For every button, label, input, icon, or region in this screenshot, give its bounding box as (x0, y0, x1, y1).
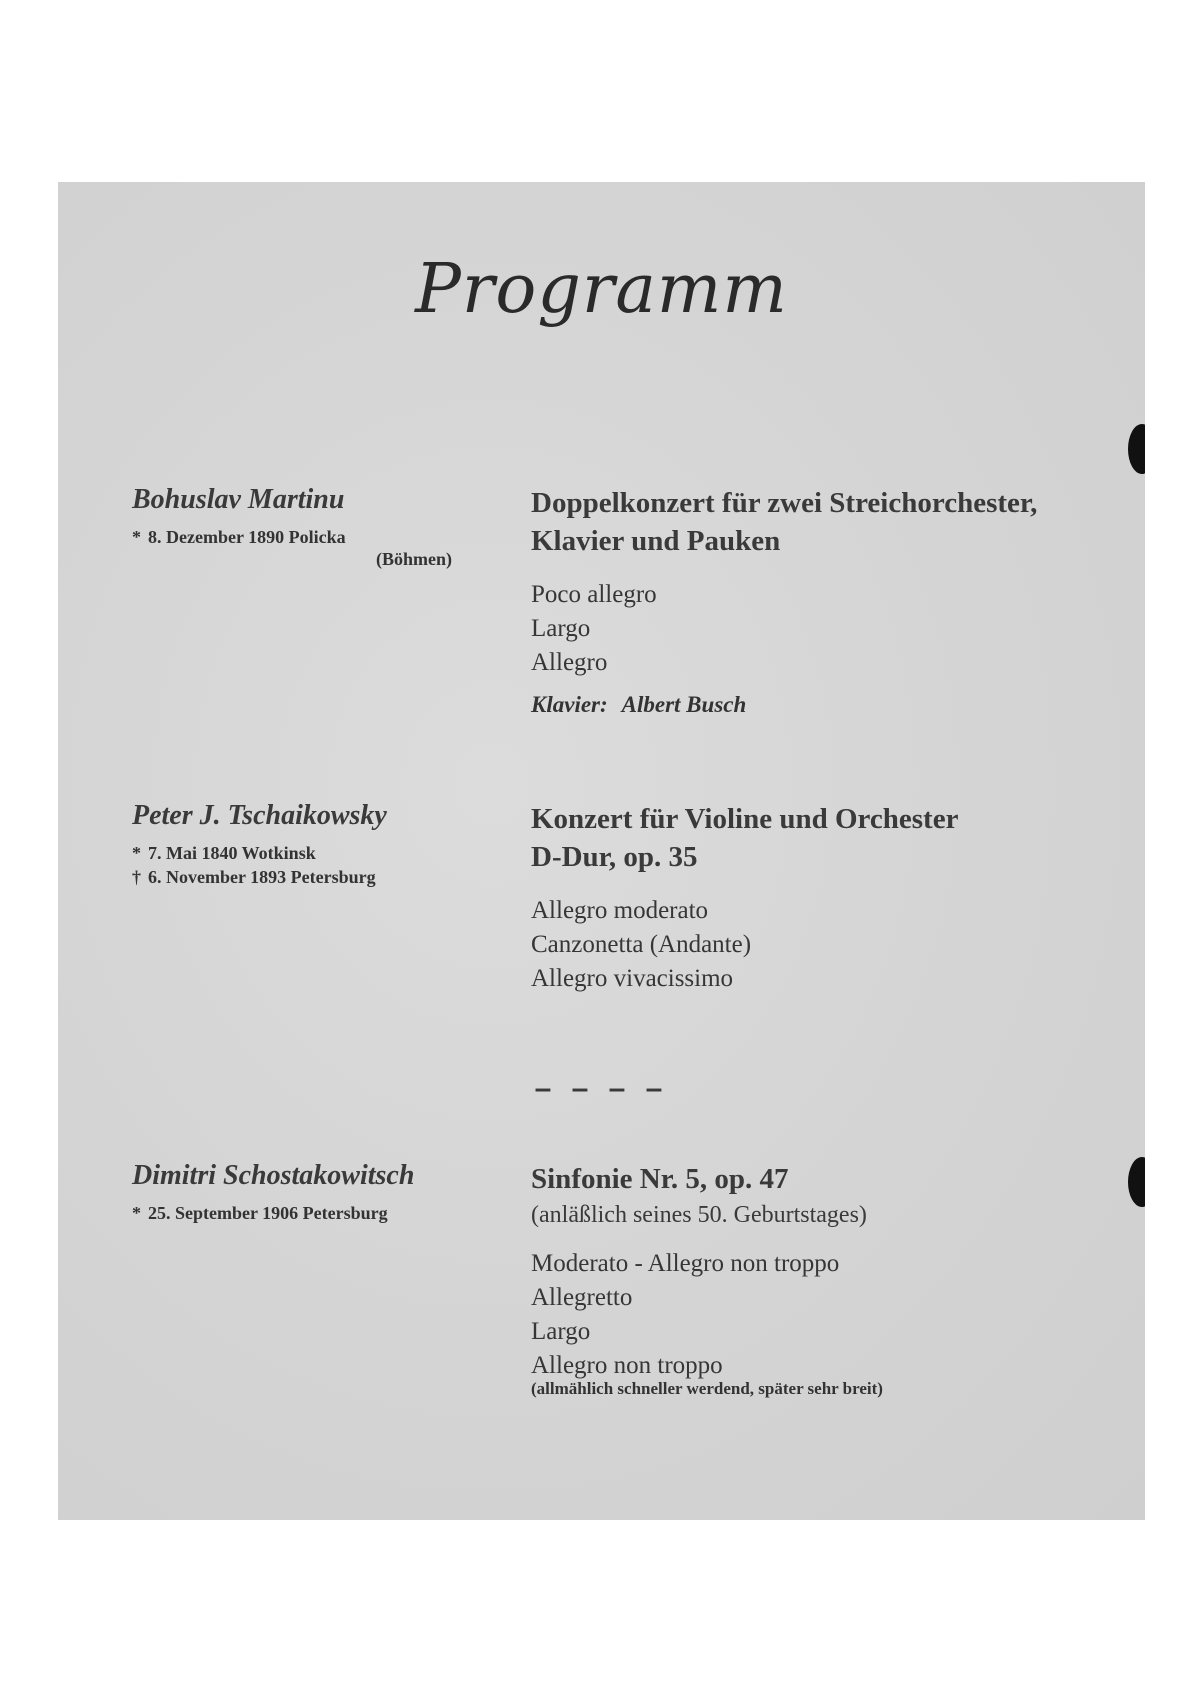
composer-info (132, 484, 472, 570)
punch-hole-top (1128, 424, 1145, 474)
birth-line (132, 526, 472, 548)
work-title-line-2: Klavier und Pauken (531, 525, 781, 557)
soloist-label: Klavier: (531, 692, 608, 717)
death-symbol: † (132, 867, 141, 887)
movement-item: Poco allegro (531, 581, 657, 608)
death-text: 6. November 1893 Petersburg (148, 867, 376, 887)
movement-item: Allegro (531, 649, 608, 676)
composer-name: Bohuslav Martinu (132, 484, 345, 515)
movement-list (531, 894, 1111, 996)
work-title-line-1: Konzert für Violine und Orchester (531, 803, 959, 835)
work-info (531, 800, 1111, 996)
birth-text: 25. September 1906 Petersburg (148, 1203, 388, 1223)
work-title-line-1: Doppelkonzert für zwei Streichorchester, (531, 487, 1038, 519)
movement-item: Allegro non troppo (531, 1352, 723, 1379)
birth-place-line (132, 548, 452, 570)
birth-symbol: * (132, 1203, 141, 1223)
movement-item: Canzonetta (Andante) (531, 931, 752, 958)
birth-symbol: * (132, 527, 141, 547)
composer-name: Dimitri Schostakowitsch (132, 1160, 415, 1191)
birth-line (132, 1202, 472, 1224)
movement-item: Allegro moderato (531, 897, 709, 924)
work-subtitle: (anläßlich seines 50. Geburtstages) (531, 1202, 867, 1228)
movement-item: Largo (531, 1318, 591, 1345)
work-info (531, 484, 1111, 718)
birth-line (132, 842, 472, 864)
composer-info (132, 1160, 472, 1224)
movement-item: Largo (531, 615, 591, 642)
work-title-line-2: D-Dur, op. 35 (531, 841, 698, 873)
work-title-line-1: Sinfonie Nr. 5, op. 47 (531, 1163, 789, 1195)
intermission-divider: – – – – (534, 1072, 669, 1105)
composer-name: Peter J. Tschaikowsky (132, 800, 387, 831)
death-line (132, 866, 472, 888)
soloist-name: Albert Busch (621, 692, 747, 717)
soloist-line (531, 692, 1111, 718)
birth-text: 7. Mai 1840 Wotkinsk (148, 843, 316, 863)
movement-note: (allmählich schneller werdend, später sehr breit) (531, 1379, 883, 1398)
page-title: Programm (415, 250, 788, 329)
movement-list (531, 578, 1111, 680)
work-info (531, 1160, 1111, 1399)
movement-item: Allegro vivacissimo (531, 965, 734, 992)
punch-hole-bottom (1128, 1157, 1145, 1207)
program-page (58, 182, 1145, 1520)
movement-list (531, 1247, 1111, 1399)
birth-symbol: * (132, 843, 141, 863)
birth-place-text: (Böhmen) (376, 549, 452, 569)
birth-text: 8. Dezember 1890 Policka (148, 527, 346, 547)
movement-item: Moderato - Allegro non troppo (531, 1250, 840, 1277)
composer-info (132, 800, 472, 888)
movement-item: Allegretto (531, 1284, 633, 1311)
